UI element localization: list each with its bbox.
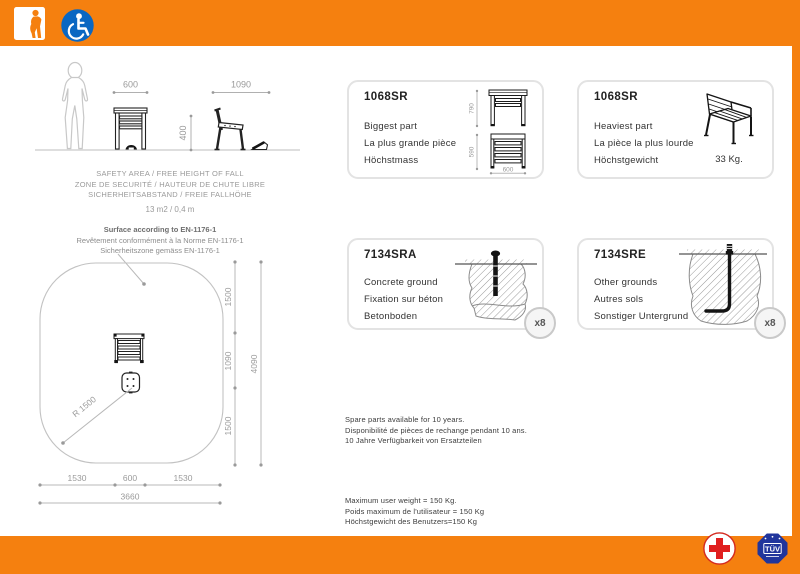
card-line: Biggest part — [364, 121, 418, 132]
card-code: 7134SRA — [364, 249, 417, 261]
note-line: Maximum user weight = 150 Kg. — [345, 496, 457, 505]
tuv-certification-icon — [756, 532, 789, 565]
surface-line-fr: Revêtement conformément à la Norme EN-1176-1 — [76, 235, 244, 245]
dim-part-height-top — [469, 90, 478, 127]
chair-isometric-diagram — [701, 90, 761, 152]
safety-line-de: SICHERHEITSABSTAND / FREIE FALLHÖHE — [88, 190, 252, 199]
bench-side-view — [215, 109, 268, 150]
card-line: Betonboden — [364, 311, 418, 322]
svg-text:1090: 1090 — [230, 79, 252, 90]
card-code: 1068SR — [364, 91, 408, 103]
dim-fall-height — [178, 115, 192, 152]
svg-text:600: 600 — [122, 473, 138, 483]
safety-area-plan — [20, 252, 310, 507]
svg-text:1530: 1530 — [67, 473, 87, 483]
dim-part-height-bottom — [469, 134, 478, 170]
quantity-badge: x8 — [524, 307, 556, 339]
card-description — [364, 118, 456, 169]
card-line: Heaviest part — [594, 121, 653, 132]
card-line: Autres sols — [594, 294, 644, 305]
card-description — [364, 274, 443, 325]
footrest-front — [126, 145, 138, 150]
dim-part-width — [490, 166, 526, 174]
part-weight: 33 Kg. — [715, 154, 743, 165]
card-line: Sonstiger Untergrund — [594, 311, 689, 322]
card-code: 1068SR — [594, 91, 638, 103]
anchor-soil-diagram — [679, 244, 767, 326]
svg-text:1090: 1090 — [223, 351, 233, 371]
svg-text:4090: 4090 — [249, 354, 259, 374]
card-line: La pièce la plus lourde — [594, 138, 694, 149]
dim-radius — [61, 388, 132, 445]
elevation-diagram — [30, 55, 310, 170]
first-aid-cross-icon — [703, 532, 736, 565]
note-line: Höchstgewicht des Benutzers=150 Kg — [345, 517, 478, 526]
leader-line — [118, 254, 144, 284]
anchor-concrete-diagram — [455, 250, 537, 324]
part-back-lower — [491, 134, 526, 168]
card-biggest-part — [347, 80, 544, 179]
svg-text:400: 400 — [178, 125, 188, 141]
svg-text:1500: 1500 — [223, 287, 233, 307]
right-orange-strip — [792, 46, 800, 536]
card-concrete-ground — [347, 238, 544, 330]
brand-logo-icon — [14, 7, 45, 40]
card-line: La plus grande pièce — [364, 138, 457, 149]
dim-right-segments — [223, 260, 237, 466]
card-description — [594, 118, 694, 169]
dim-bottom-segments — [38, 473, 221, 487]
card-code: 7134SRE — [594, 249, 647, 261]
dim-front-width — [113, 80, 149, 94]
part-front-upper — [489, 90, 527, 126]
top-orange-bar — [0, 0, 800, 46]
bench-front-view — [114, 108, 147, 150]
svg-text:600: 600 — [122, 79, 139, 90]
wheelchair-icon — [61, 9, 94, 42]
card-heaviest-part — [577, 80, 774, 179]
quantity-badge: x8 — [754, 307, 786, 339]
bench-top-view — [114, 334, 145, 363]
soil-mass — [689, 254, 760, 324]
svg-text:1530: 1530 — [173, 473, 193, 483]
note-line: 10 Jahre Verfügbarkeit von Ersatzteilen — [345, 436, 482, 445]
note-line: Poids maximum de l'utilisateur = 150 Kg — [345, 506, 485, 516]
card-other-grounds — [577, 238, 774, 330]
safety-boundary — [40, 263, 223, 463]
note-line: Disponibilité de pièces de rechange pendant 10 ans. — [345, 425, 527, 435]
surface-line-de: Sicherheitszone gemäss EN-1176-1 — [100, 246, 220, 255]
dim-side-length — [212, 80, 271, 94]
tuv-label: TÜV — [765, 544, 780, 554]
safety-area-value: 13 m2 / 0,4 m — [145, 205, 195, 214]
dim-bottom-total — [38, 492, 221, 505]
svg-text:3660: 3660 — [120, 491, 140, 502]
svg-text:590: 590 — [469, 146, 476, 158]
max-weight-note — [345, 496, 484, 528]
biggest-part-diagram — [469, 85, 541, 175]
safety-line-fr: ZONE DE SECURITÉ / HAUTEUR DE CHUTE LIBRE — [74, 179, 266, 189]
human-silhouette — [63, 63, 88, 149]
card-line: Other grounds — [594, 277, 658, 288]
card-line: Höchstmass — [364, 155, 419, 166]
svg-text:1500: 1500 — [223, 416, 233, 436]
card-description — [594, 274, 688, 325]
svg-text:600: 600 — [502, 166, 514, 174]
card-line: Fixation sur béton — [364, 294, 444, 305]
svg-text:R 1500: R 1500 — [70, 394, 98, 420]
svg-text:790: 790 — [469, 103, 476, 114]
note-line: Spare parts available for 10 years. — [345, 415, 465, 424]
card-line: Concrete ground — [364, 277, 438, 288]
bottom-orange-bar — [0, 536, 800, 574]
dim-right-total — [249, 260, 263, 466]
safety-area-caption — [28, 169, 312, 201]
safety-line-en: SAFETY AREA / FREE HEIGHT OF FALL — [96, 169, 244, 178]
concrete-mass — [469, 264, 527, 320]
surface-line-en: Surface according to EN-1176-1 — [103, 225, 217, 234]
spare-parts-note — [345, 415, 527, 447]
card-line: Höchstgewicht — [594, 155, 659, 166]
